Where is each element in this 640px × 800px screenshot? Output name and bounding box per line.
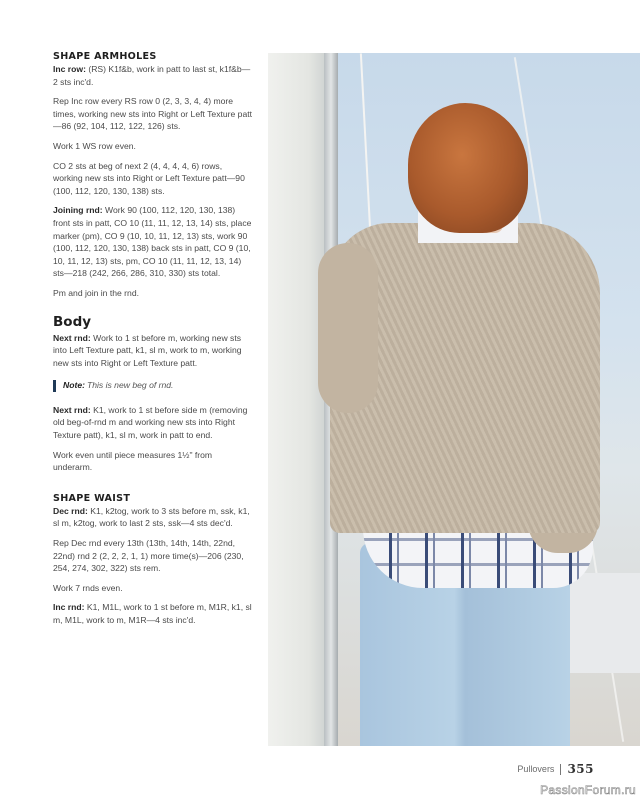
spacer bbox=[53, 481, 253, 493]
inc-rnd-label: Inc rnd: bbox=[53, 602, 85, 613]
inc-rnd-instruction bbox=[53, 601, 253, 626]
sweater-sleeve-left bbox=[318, 243, 378, 413]
model-photo bbox=[268, 53, 640, 746]
pattern-instructions bbox=[53, 51, 253, 634]
joining-rnd-text: Work 90 (100, 112, 120, 130, 138) front sts in patt, CO 10 (11, 11, 12, 13, 14) sts, place marker (pm), CO 9 (10, 10, 11, 12, 13) sts, work 90 (100, 112, 120, 130, 138) back sts in patt, CO 9 (10, 10, 11, 12, 13) sts, pm, CO 10 (11, 11, 12, 13, 14) sts—218 (242, 266, 286, 310, 330) sts total. bbox=[53, 205, 252, 279]
joining-rnd-instruction bbox=[53, 204, 253, 280]
next-rnd-text-2: K1, work to 1 st before side m (removing old beg-of-rnd m and working new sts into Right Texture patt), k1, sl m, work in patt to end. bbox=[53, 404, 248, 441]
folio-divider bbox=[560, 764, 561, 775]
watermark: PassionForum.ru bbox=[540, 783, 636, 797]
note-bar-accent bbox=[53, 380, 56, 392]
inc-rnd-text: K1, M1L, work to 1 st before m, M1R, k1, sl m, M1L, work to m, M1R—4 sts inc'd. bbox=[53, 602, 252, 625]
next-rnd-instruction-2 bbox=[53, 404, 253, 442]
work-even-instruction: Work even until piece measures 1½" from underarm. bbox=[53, 449, 213, 473]
dock-background bbox=[568, 573, 640, 673]
next-rnd-text-1: Work to 1 st before m, working new sts into Left Texture patt, k1, sl m, work to m, working new sts into Right or Left Texture patt. bbox=[53, 332, 242, 368]
ws-row-instruction: Work 1 WS row even. bbox=[53, 140, 136, 151]
heading-shape-waist: SHAPE WAIST bbox=[53, 492, 131, 504]
dec-rnd-instruction bbox=[53, 505, 253, 530]
joining-rnd-label: Joining rnd: bbox=[53, 205, 103, 216]
inc-row-instruction bbox=[53, 63, 253, 88]
note-text: This is new beg of rnd. bbox=[86, 380, 174, 391]
next-rnd-instruction-1 bbox=[53, 332, 253, 370]
page-number: 355 bbox=[567, 762, 594, 776]
co-instruction: CO 2 sts at beg of next 2 (4, 4, 4, 4, 6) rows, working new sts into Right or Left Texture patt—90 (100, 112, 120, 130, 138) sts. bbox=[53, 160, 245, 196]
section-name: Pullovers bbox=[517, 764, 555, 774]
heading-shape-armholes: SHAPE ARMHOLES bbox=[53, 51, 157, 62]
heading-body: Body bbox=[53, 313, 92, 330]
work-rnds-instruction: Work 7 rnds even. bbox=[53, 582, 123, 593]
rep-dec-instruction: Rep Dec rnd every 13th (13th, 14th, 14th, 22nd, 22nd) rnd 2 (2, 2, 2, 1, 1) more time(s)—206 (230, 254, 274, 302, 322) sts rem. bbox=[53, 538, 244, 574]
hair bbox=[408, 103, 528, 233]
note-label: Note: bbox=[63, 380, 85, 391]
rep-inc-instruction: Rep Inc row every RS row 0 (2, 3, 3, 4, 4) more times, working new sts into Right or Left Texture patt—86 (92, 104, 112, 122, 126) sts. bbox=[53, 96, 253, 132]
dec-rnd-text: K1, k2tog, work to 3 sts before m, ssk, k1, sl m, k2tog, work to last 2 sts, ssk—4 sts dec'd. bbox=[53, 505, 250, 529]
note-callout bbox=[53, 379, 253, 392]
next-rnd-label-1: Next rnd: bbox=[53, 332, 91, 343]
page-folio bbox=[517, 762, 594, 776]
dec-rnd-label: Dec rnd: bbox=[53, 505, 88, 516]
next-rnd-label-2: Next rnd: bbox=[53, 404, 91, 415]
pm-join-instruction: Pm and join in the rnd. bbox=[53, 287, 139, 298]
sail bbox=[268, 53, 326, 746]
inc-row-label: Inc row: bbox=[53, 64, 86, 74]
inc-row-text: (RS) K1f&b, work in patt to last st, k1f&b—2 sts inc'd. bbox=[53, 64, 251, 87]
